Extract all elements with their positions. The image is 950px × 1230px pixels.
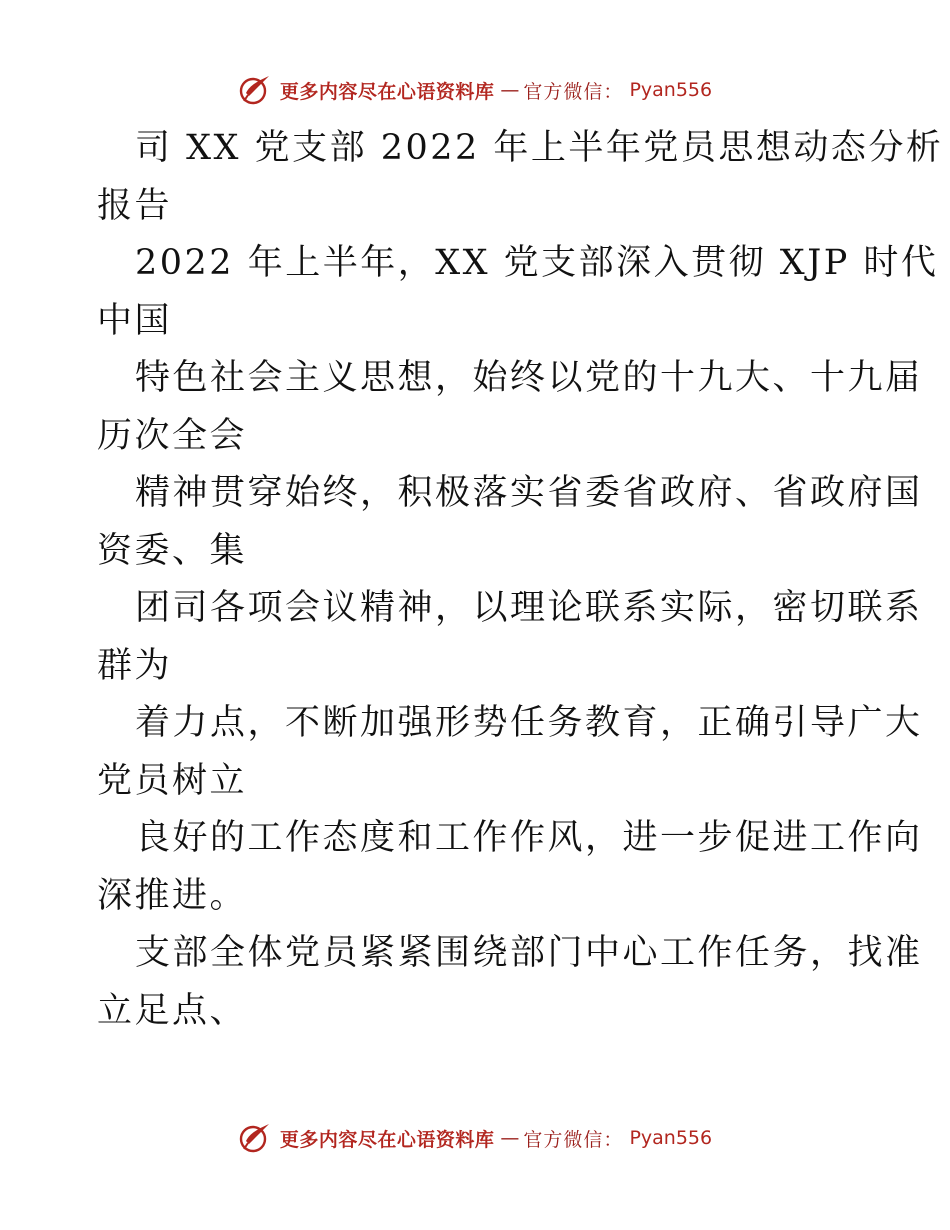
paragraph-line: 支部全体党员紧紧围绕部门中心工作任务，找准	[135, 933, 923, 973]
banner-wechat-id: Pyan556	[629, 79, 713, 101]
paragraph-line: 2022 年上半年，XX 党支部深入贯彻 XJP 时代	[135, 243, 939, 283]
banner-lead-text: 更多内容尽在心语资料库	[279, 80, 495, 103]
paragraph-line: 团司各项会议精神，以理论联系实际，密切联系	[135, 588, 923, 628]
paragraph-line: 良好的工作态度和工作作风，进一步促进工作向	[135, 818, 923, 858]
banner-dash: —	[500, 79, 518, 101]
banner-wechat-id: Pyan556	[629, 1127, 713, 1149]
banner-dash: —	[500, 1127, 518, 1149]
paragraph-line: 历次全会	[97, 415, 248, 456]
paragraph-line: 特色社会主义思想，始终以党的十九大、十九届	[135, 358, 923, 398]
paragraph-line: 精神贯穿始终，积极落实省委省政府、省政府国	[135, 473, 923, 513]
banner-contact-label: 官方微信：	[523, 80, 624, 103]
banner-contact-label: 官方微信：	[523, 1128, 624, 1151]
header-watermark-banner	[0, 70, 950, 110]
quill-seal-logo-icon	[238, 73, 272, 107]
banner-lead-text: 更多内容尽在心语资料库	[279, 1128, 495, 1151]
paragraph-line: 着力点，不断加强形势任务教育，正确引导广大	[135, 703, 923, 743]
paragraph-line: 中国	[97, 300, 173, 341]
paragraph-line: 党员树立	[97, 760, 248, 801]
footer-watermark-banner	[0, 1118, 950, 1158]
paragraph-line: 群为	[97, 645, 173, 686]
quill-seal-logo-icon	[238, 1121, 272, 1155]
document-title-line-2: 报告	[97, 185, 173, 226]
document-body	[97, 120, 944, 1040]
paragraph-line: 资委、集	[97, 530, 248, 571]
document-title-line-1: 司 XX 党支部 2022 年上半年党员思想动态分析	[135, 128, 944, 168]
paragraph-line: 立足点、	[97, 990, 248, 1031]
paragraph-line: 深推进。	[97, 875, 248, 916]
